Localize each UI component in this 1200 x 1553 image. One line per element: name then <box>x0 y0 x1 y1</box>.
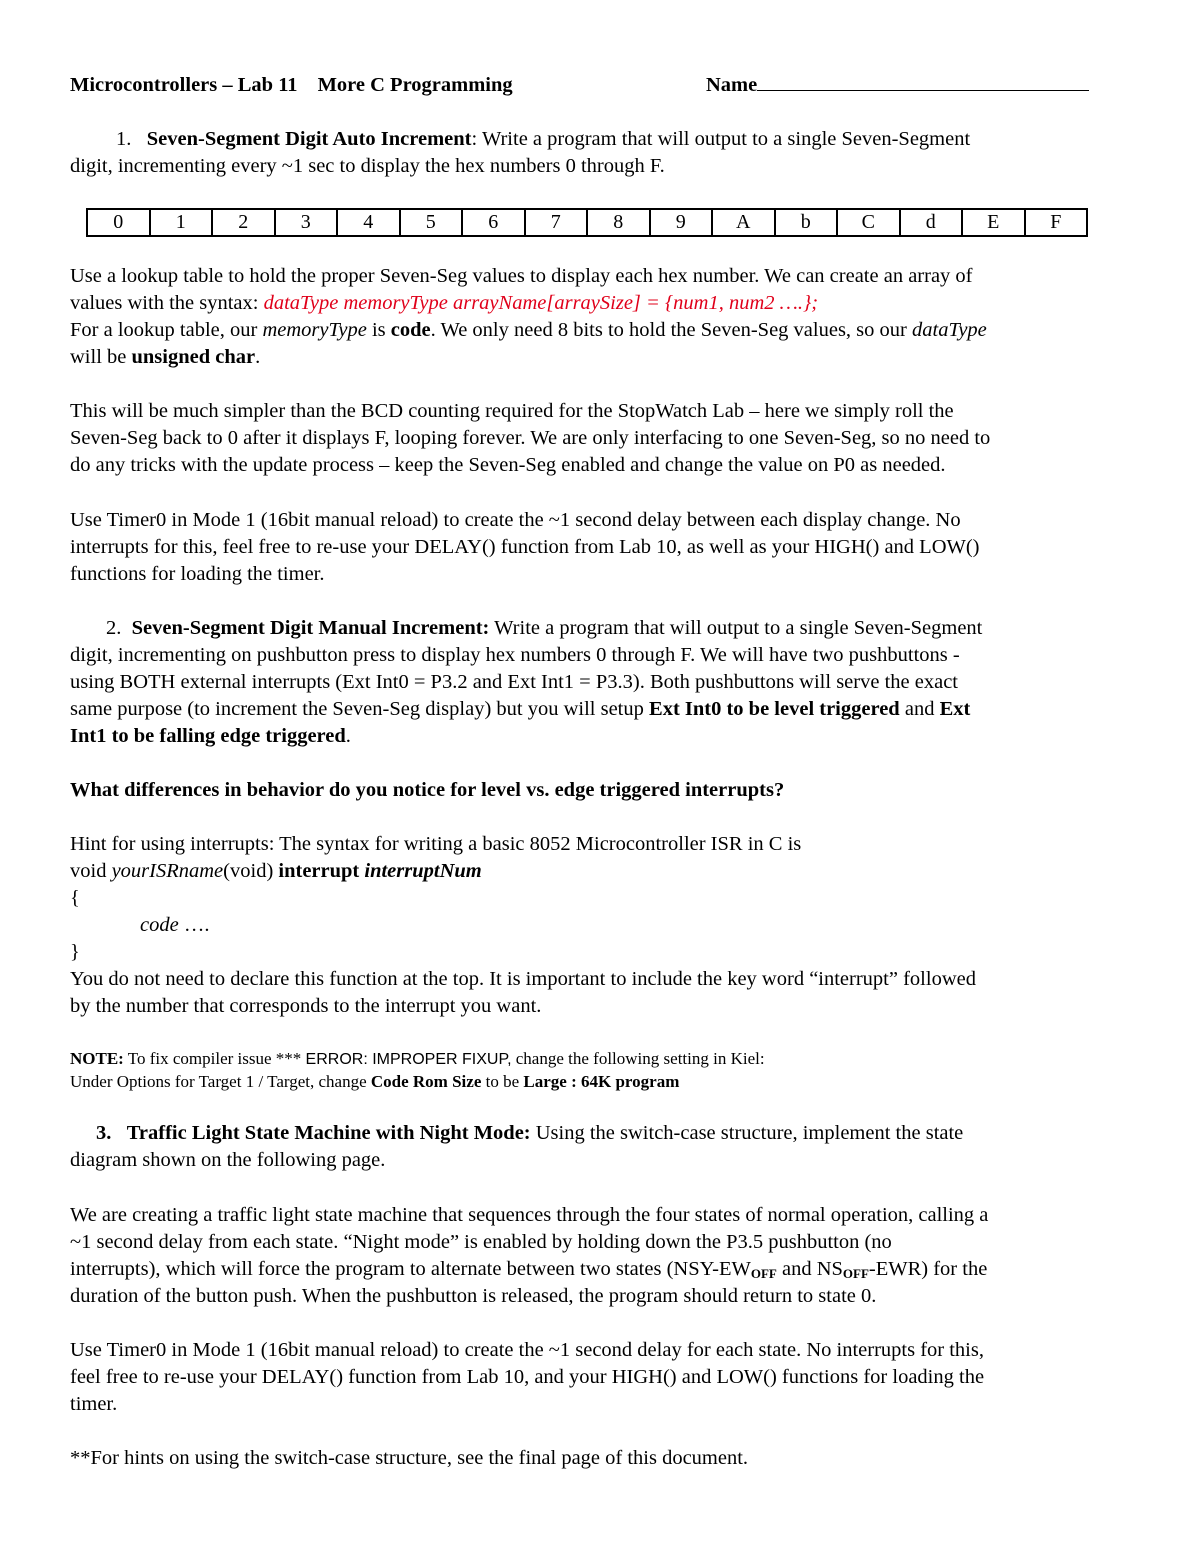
array-syntax: dataType memoryType arrayName[arraySize] = {num1, num2 ….}; <box>263 292 819 314</box>
hex-digit-row <box>87 209 1087 236</box>
section1-p3-line2: interrupts for this, feel free to re-use your DELAY() function from Lab 10, as well as your HIGH() and LOW() <box>70 536 980 558</box>
section2-number: 2. <box>106 617 122 639</box>
hex-digit-table <box>86 208 1088 237</box>
hex-digit-cell: A <box>712 209 775 236</box>
hex-digit-cell: C <box>837 209 900 236</box>
hex-digit-cell: d <box>900 209 963 236</box>
section3-p2-line1: Use Timer0 in Mode 1 (16bit manual reload) to create the ~1 second delay for each state. No interrupts for this, <box>70 1339 984 1361</box>
hex-digit-cell: 0 <box>87 209 150 236</box>
brace-open: { <box>70 887 80 909</box>
section3-p1-line1: We are creating a traffic light state machine that sequences through the four states of normal operation, calling a <box>70 1204 989 1226</box>
hex-digit-cell: b <box>775 209 838 236</box>
hex-digit-cell: 7 <box>525 209 588 236</box>
lab-title: Microcontrollers – Lab 11 <box>70 74 298 96</box>
hex-digit-cell: 8 <box>587 209 650 236</box>
lab-subtitle: More C Programming <box>317 74 513 96</box>
section1-p2-line3: do any tricks with the update process – keep the Seven-Seg enabled and change the value on P0 as needed. <box>70 454 946 476</box>
section1-intro-line1: 1. Seven-Segment Digit Auto Increment: Write a program that will output to a single Seven-Segment <box>116 128 971 150</box>
section1-intro-line2: digit, incrementing every ~1 sec to display the hex numbers 0 through F. <box>70 155 665 177</box>
section1-p3-line3: functions for loading the timer. <box>70 563 325 585</box>
section3-p1-line2: ~1 second delay from each state. “Night mode” is enabled by holding down the P3.5 pushbutton (no <box>70 1231 892 1253</box>
name-field-line <box>706 72 1089 99</box>
header-line <box>70 72 513 99</box>
section1-p1-line3: For a lookup table, our memoryType is code. We only need 8 bits to hold the Seven-Seg values, so our dataType <box>70 319 987 341</box>
hex-digit-cell: 3 <box>275 209 338 236</box>
section2-line1: 2. Seven-Segment Digit Manual Increment: Write a program that will output to a single Seven-Segment <box>106 617 983 639</box>
section2-line2: digit, incrementing on pushbutton press to display hex numbers 0 through F. We will have two pushbuttons - <box>70 644 960 666</box>
hex-digit-cell: F <box>1025 209 1088 236</box>
section1-p3-line1: Use Timer0 in Mode 1 (16bit manual reload) to create the ~1 second delay between each display change. No <box>70 509 961 531</box>
name-label: Name <box>706 74 758 96</box>
section2-heading: Seven-Segment Digit Manual Increment: <box>131 617 490 639</box>
section2-question: What differences in behavior do you notice for level vs. edge triggered interrupts? <box>70 779 785 801</box>
section3-p1-line4: duration of the button push. When the pushbutton is released, the program should return to state 0. <box>70 1285 877 1307</box>
brace-close: } <box>70 941 80 963</box>
final-hint: **For hints on using the switch-case structure, see the final page of this document. <box>70 1447 749 1469</box>
section3-p1-line3: interrupts), which will force the program to alternate between two states ($NSY-EW_{OFF}$ and $NS_{OFF}-EWR$) for the <box>70 1258 988 1281</box>
section2-line5: Int1 to be falling edge triggered. <box>70 725 351 747</box>
section3-p2-line3: timer. <box>70 1393 118 1415</box>
compiler-note-line2: Under Options for Target 1 / Target, change Code Rom Size to be Large : 64K program <box>70 1072 680 1091</box>
isr-note-line2: by the number that corresponds to the interrupt you want. <box>70 995 542 1017</box>
section3-line2: diagram shown on the following page. <box>70 1149 386 1171</box>
hex-digit-cell: 2 <box>212 209 275 236</box>
hex-digit-cell: 1 <box>150 209 213 236</box>
section1-heading: Seven-Segment Digit Auto Increment <box>146 128 472 150</box>
name-blank <box>757 72 1089 91</box>
hex-digit-cell: 9 <box>650 209 713 236</box>
hint-line1: Hint for using interrupts: The syntax for writing a basic 8052 Microcontroller ISR in C is <box>70 833 802 855</box>
hex-digit-cell: 4 <box>337 209 400 236</box>
hex-digit-cell: E <box>962 209 1025 236</box>
hex-digit-cell: 5 <box>400 209 463 236</box>
section1-p1-line1: Use a lookup table to hold the proper Seven-Seg values to display each hex number. We can create an array of <box>70 265 973 287</box>
isr-note-line1: You do not need to declare this function at the top. It is important to include the key word “interrupt” followed <box>70 968 976 990</box>
section3-line1: 3. Traffic Light State Machine with Night Mode: Using the switch-case structure, implement the state <box>96 1122 964 1144</box>
hex-digit-cell: 6 <box>462 209 525 236</box>
section2-line3: using BOTH external interrupts (Ext Int0 = P3.2 and Ext Int1 = P3.3). Both pushbuttons will serve the exact <box>70 671 958 693</box>
note-label: NOTE: <box>70 1049 124 1068</box>
section1-number: 1. <box>116 128 132 150</box>
section1-p1-line4: will be unsigned char. <box>70 346 261 368</box>
section1-p1-line2: values with the syntax: dataType memoryType arrayName[arraySize] = {num1, num2 ….}; <box>70 292 819 314</box>
section3-number: 3. <box>96 1122 112 1144</box>
compiler-note-line1: NOTE: To fix compiler issue *** ERROR: IMPROPER FIXUP, change the following setting in Kiel: <box>70 1049 765 1068</box>
hint-isr-signature: void yourISRname(void) interrupt interruptNum <box>70 860 482 882</box>
code-placeholder: code …. <box>140 914 210 936</box>
section2-line4: same purpose (to increment the Seven-Seg display) but you will setup Ext Int0 to be level triggered and Ext <box>70 698 971 720</box>
section1-p2-line2: Seven-Seg back to 0 after it displays F, looping forever. We are only interfacing to one Seven-Seg, so no need to <box>70 427 991 449</box>
section3-heading: Traffic Light State Machine with Night Mode: <box>126 1122 531 1144</box>
section1-p2-line1: This will be much simpler than the BCD counting required for the StopWatch Lab – here we simply roll the <box>70 400 954 422</box>
section3-p2-line2: feel free to re-use your DELAY() function from Lab 10, and your HIGH() and LOW() functions for loading the <box>70 1366 985 1388</box>
